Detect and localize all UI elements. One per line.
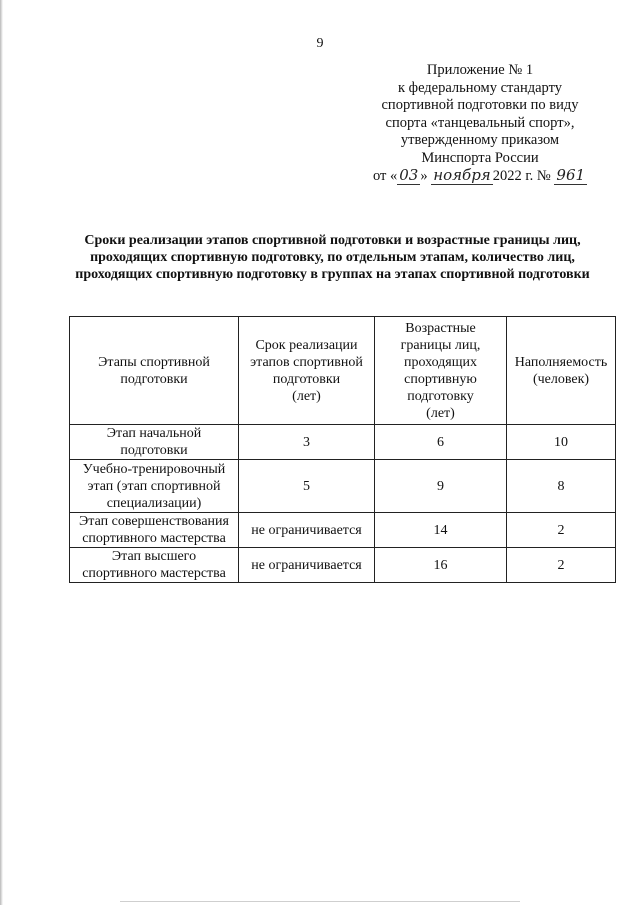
group-size-cell: 8 <box>507 460 616 513</box>
header-group-size: Наполняемость (человек) <box>507 317 616 425</box>
appendix-line: Приложение № 1 <box>426 62 534 78</box>
group-size-cell: 10 <box>507 425 616 460</box>
scan-footer-line <box>120 901 520 902</box>
duration-cell: не ограничивается <box>239 548 375 583</box>
group-size-cell: 2 <box>507 513 616 548</box>
stage-name-cell: Этап совершенствования спортивного мастерства <box>70 513 239 548</box>
appendix-header <box>340 62 620 186</box>
age-cell: 6 <box>375 425 507 460</box>
date-prefix: от « <box>372 168 398 184</box>
stage-name-cell: Этап высшего спортивного мастерства <box>70 548 239 583</box>
stage-name-cell: Учебно-тренировочный этап (этап спортивной специализации) <box>70 460 239 513</box>
handwritten-day: 03 <box>399 166 419 184</box>
duration-cell: 3 <box>239 425 375 460</box>
table-row <box>70 425 616 460</box>
age-cell: 14 <box>375 513 507 548</box>
table-row <box>70 460 616 513</box>
date-year: 2022 г. № <box>492 168 551 184</box>
group-size-cell: 2 <box>507 548 616 583</box>
appendix-line: к федеральному стандарту <box>398 79 562 96</box>
appendix-line: спорта «танцевальный спорт», <box>385 114 575 131</box>
appendix-line: Минспорта России <box>421 149 539 166</box>
scan-edge <box>0 0 3 905</box>
stages-table <box>69 316 616 583</box>
appendix-line: спортивной подготовки по виду <box>381 97 579 113</box>
duration-cell: 5 <box>239 460 375 513</box>
age-cell: 16 <box>375 548 507 583</box>
age-cell: 9 <box>375 460 507 513</box>
header-duration: Срок реализации этапов спортивной подготовки (лет) <box>239 317 375 425</box>
header-age-limits: Возрастные границы лиц, проходящих спортивную подготовку (лет) <box>375 317 507 425</box>
table-header-row <box>70 317 616 425</box>
page-number: 9 <box>316 36 324 51</box>
table-row <box>70 513 616 548</box>
appendix-line: утвержденному приказом <box>400 132 560 148</box>
order-date-line <box>340 167 620 186</box>
handwritten-month: ноября <box>433 166 491 184</box>
handwritten-order-number: 961 <box>556 166 586 184</box>
stage-name-cell: Этап начальной подготовки <box>70 425 239 460</box>
duration-cell: не ограничивается <box>239 513 375 548</box>
table-row <box>70 548 616 583</box>
date-mid: » <box>420 168 428 184</box>
header-stages: Этапы спортивной подготовки <box>70 317 239 425</box>
document-title: Сроки реализации этапов спортивной подготовки и возрастные границы лиц, проходящих спортивную подготовку, по отдельным этапам, количество лиц, проходящих спортивную подготовку в группах на этапах спортивной подготовки <box>75 233 590 282</box>
